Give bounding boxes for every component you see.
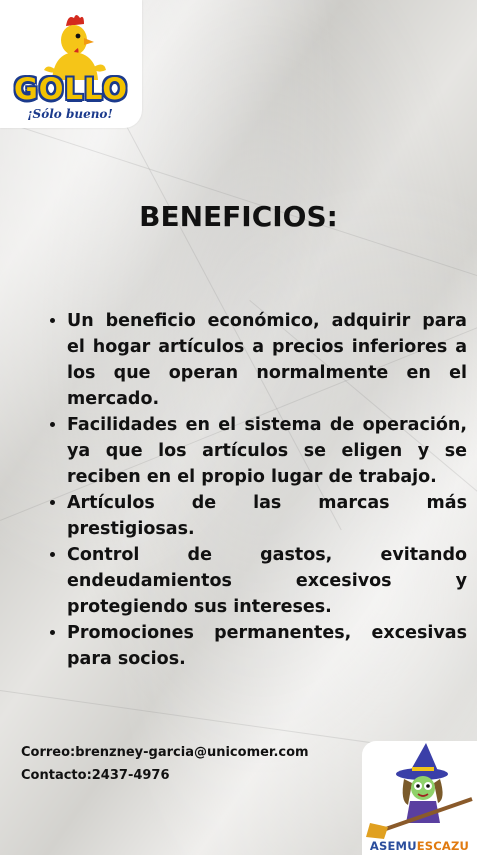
- list-item: • Control de gastos, evitando endeudamientos excesivos y protegiendo sus intereses.: [67, 542, 467, 620]
- list-item: • Promociones permanentes, excesivas para socios.: [67, 620, 467, 672]
- page-title: BENEFICIOS:: [139, 200, 338, 233]
- asemu-logo: [362, 741, 477, 855]
- list-item: • Un beneficio económico, adquirir para el hogar artículos a precios inferiores a los que operan normalmente en el mercado.: [67, 308, 467, 412]
- contact-info: [21, 741, 309, 787]
- gollo-slogan: ¡Sólo bueno!: [27, 107, 113, 121]
- gollo-logo: [0, 0, 142, 128]
- gollo-brand-name: GOLLO: [14, 72, 129, 106]
- asemu-name-part: ASEMU: [369, 839, 417, 853]
- contact-phone: Contacto:2437-4976: [21, 768, 170, 783]
- asemu-brand-name: [362, 839, 477, 853]
- contact-email: Correo:brenzney-garcia@unicomer.com: [21, 745, 309, 760]
- list-item: • Artículos de las marcas más prestigiosas.: [67, 490, 467, 542]
- benefits-list: [46, 308, 467, 672]
- list-item: • Facilidades en el sistema de operación, ya que los artículos se eligen y se reciben en el propio lugar de trabajo.: [67, 412, 467, 490]
- witch-mascot-icon: [364, 741, 476, 839]
- escazu-name-part: ESCAZU: [416, 839, 470, 853]
